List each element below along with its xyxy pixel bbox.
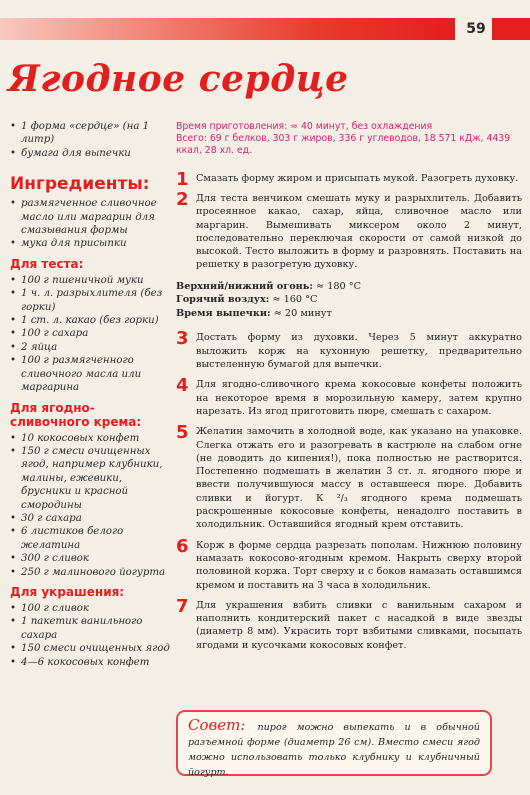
- ingredient-item: • 4—6 кокосовых конфет: [10, 656, 170, 669]
- ingredient-item: • 300 г сливок: [10, 552, 170, 565]
- step: [176, 328, 522, 371]
- tip-text: пирог можно выпекать и в обычной разъемной форме (диаметр 26 см). Вместо смеси ягод можно использовать только клубнику и клубничный йогурт.: [188, 722, 480, 778]
- ingredient-item: • 2 яйца: [10, 341, 170, 354]
- cream-list: [10, 432, 170, 579]
- tip-box: [176, 710, 492, 776]
- param-label: Горячий воздух:: [176, 294, 270, 306]
- ingredient-item: • 100 г сахара: [10, 327, 170, 340]
- decoration-list: [10, 602, 170, 669]
- time-label: Время приготовления:: [176, 121, 288, 132]
- step: [176, 422, 522, 531]
- steps-part-2: [176, 328, 522, 652]
- dough-heading: Для теста:: [10, 256, 84, 271]
- param-label: Верхний/нижний огонь:: [176, 280, 313, 292]
- header-bar: [0, 18, 455, 40]
- total-label: Всего:: [176, 133, 207, 145]
- equipment-item: • 1 форма «сердце» (на 1 литр): [10, 120, 170, 147]
- tip-paragraph: [188, 718, 480, 780]
- step: [176, 595, 522, 652]
- ingredient-item: • 6 листиков белого желатина: [10, 525, 170, 552]
- step-number: 3: [176, 328, 189, 350]
- step: [176, 535, 522, 592]
- ingredient-item: • 100 г пшеничной муки: [10, 274, 170, 287]
- ingredient-item: • 30 г сахара: [10, 512, 170, 525]
- step-number: 1: [176, 168, 189, 190]
- page-number: 59: [466, 21, 486, 37]
- method-column: [176, 121, 522, 659]
- ingredient-item: • мука для присыпки: [10, 237, 170, 250]
- ingredient-item: • 100 г размягченного сливочного масла или маргарина: [10, 354, 170, 394]
- step-text: Для теста венчиком смешать муку и разрыхлитель. Добавить просеянное какао, сахар, яйца, сливочное масло или маргарин. Вымешивать миксером около 2 минут, последовательно переключая скорости от самой низкой до высокой. Тесто выложить в форму и разровнять. Поставить на решетку в разогретую духовку.: [196, 192, 522, 271]
- step-text: Желатин замочить в холодной воде, как указано на упаковке. Слегка отжать его и разогревать в кастрюле на слабом огне (не доводить до кипения!), пока полностью не растворится. Постепенно подмешать в желатин 3 ст. л. ягодного пюре и ввести получившуюся массу в оставшееся пюре. Добавить сливки и йогурт. К ²/₃ ягодного крема подмешать раскрошенные кокосовые конфеты, ненадолго поставить в холодильник. Оставшийся ягодный крем отставить.: [196, 426, 522, 531]
- dough-list: [10, 274, 170, 395]
- ingredient-item: • 1 ч. л. разрыхлителя (без горки): [10, 287, 170, 314]
- param-value: ≈ 180 °C: [316, 280, 362, 292]
- ingredient-item: • 1 ст. л. какао (без горки): [10, 314, 170, 327]
- ingredients-heading: Ингредиенты:: [10, 174, 150, 195]
- step-number: 4: [176, 375, 189, 397]
- decoration-heading: Для украшения:: [10, 584, 125, 599]
- step-text: Достать форму из духовки. Через 5 минут аккуратно выложить корж на кухонную решетку, предварительно выстеленную бумагой для выпечки.: [196, 332, 522, 371]
- baking-parameters: [176, 280, 522, 321]
- param-label: Время выпечки:: [176, 307, 271, 319]
- step-number: 7: [176, 595, 189, 617]
- step-number: 5: [176, 422, 189, 444]
- ingredients-column: [10, 120, 170, 669]
- ingredient-item: • 100 г сливок: [10, 602, 170, 615]
- equipment-item: • бумага для выпечки: [10, 147, 170, 160]
- general-ingredients-list: [10, 197, 170, 251]
- recipe-title: Ягодное сердце: [8, 58, 349, 100]
- ingredient-item: • 10 кокосовых конфет: [10, 432, 170, 445]
- cream-heading: Для ягодно-сливочного крема:: [10, 400, 142, 429]
- param-line: [176, 280, 522, 294]
- recipe-info: [176, 121, 522, 158]
- step-text: Корж в форме сердца разрезать пополам. Нижнюю половину намазать кокосово-ягодным кремом. Накрыть сверху второй половиной коржа. Торт сверху и с боков намазать оставшимся кремом и поставить на 3 часа в холодильник.: [196, 539, 522, 591]
- step: [176, 188, 522, 272]
- param-value: ≈ 20 минут: [273, 307, 332, 319]
- ingredient-item: • 150 г смеси очищенных ягод, например клубники, малины, ежевики, брусники и красной смородины: [10, 445, 170, 512]
- total-value: 69 г белков, 303 г жиров, 336 г углеводов, 18 571 кДж, 4439 ккал, 28 хл. ед.: [176, 133, 511, 157]
- ingredient-item: • 150 смеси очищенных ягод: [10, 642, 170, 655]
- step: [176, 375, 522, 418]
- ingredient-item: • 1 пакетик ванильного сахара: [10, 615, 170, 642]
- param-line: [176, 307, 522, 321]
- tip-label: Совет:: [188, 716, 246, 734]
- ingredient-item: • 250 г малинового йогурта: [10, 566, 170, 579]
- equipment-list: [10, 120, 170, 160]
- step-text: Для украшения взбить сливки с ванильным сахаром и наполнить кондитерский пакет с насадкой в виде звезды (диаметр 8 мм). Украсить торт взбитыми сливками, посыпать ягодами и кусочками кокосовых конфет.: [196, 599, 522, 651]
- header-bar-end: [492, 18, 530, 40]
- time-value: ≈ 40 минут, без охлаждения: [290, 121, 433, 132]
- step: [176, 168, 522, 190]
- step-number: 2: [176, 188, 189, 210]
- param-line: [176, 293, 522, 307]
- step-text: Смазать форму жиром и присыпать мукой. Разогреть духовку.: [196, 172, 519, 184]
- ingredient-item: • размягченное сливочное масло или маргарин для смазывания формы: [10, 197, 170, 237]
- param-value: ≈ 160 °C: [272, 294, 318, 306]
- steps-part-1: [176, 168, 522, 272]
- step-text: Для ягодно-сливочного крема кокосовые конфеты положить на некоторое время в морозильную камеру, затем крупно нарезать. Из ягод приготовить пюре, смешать с сахаром.: [196, 379, 522, 417]
- step-number: 6: [176, 535, 189, 557]
